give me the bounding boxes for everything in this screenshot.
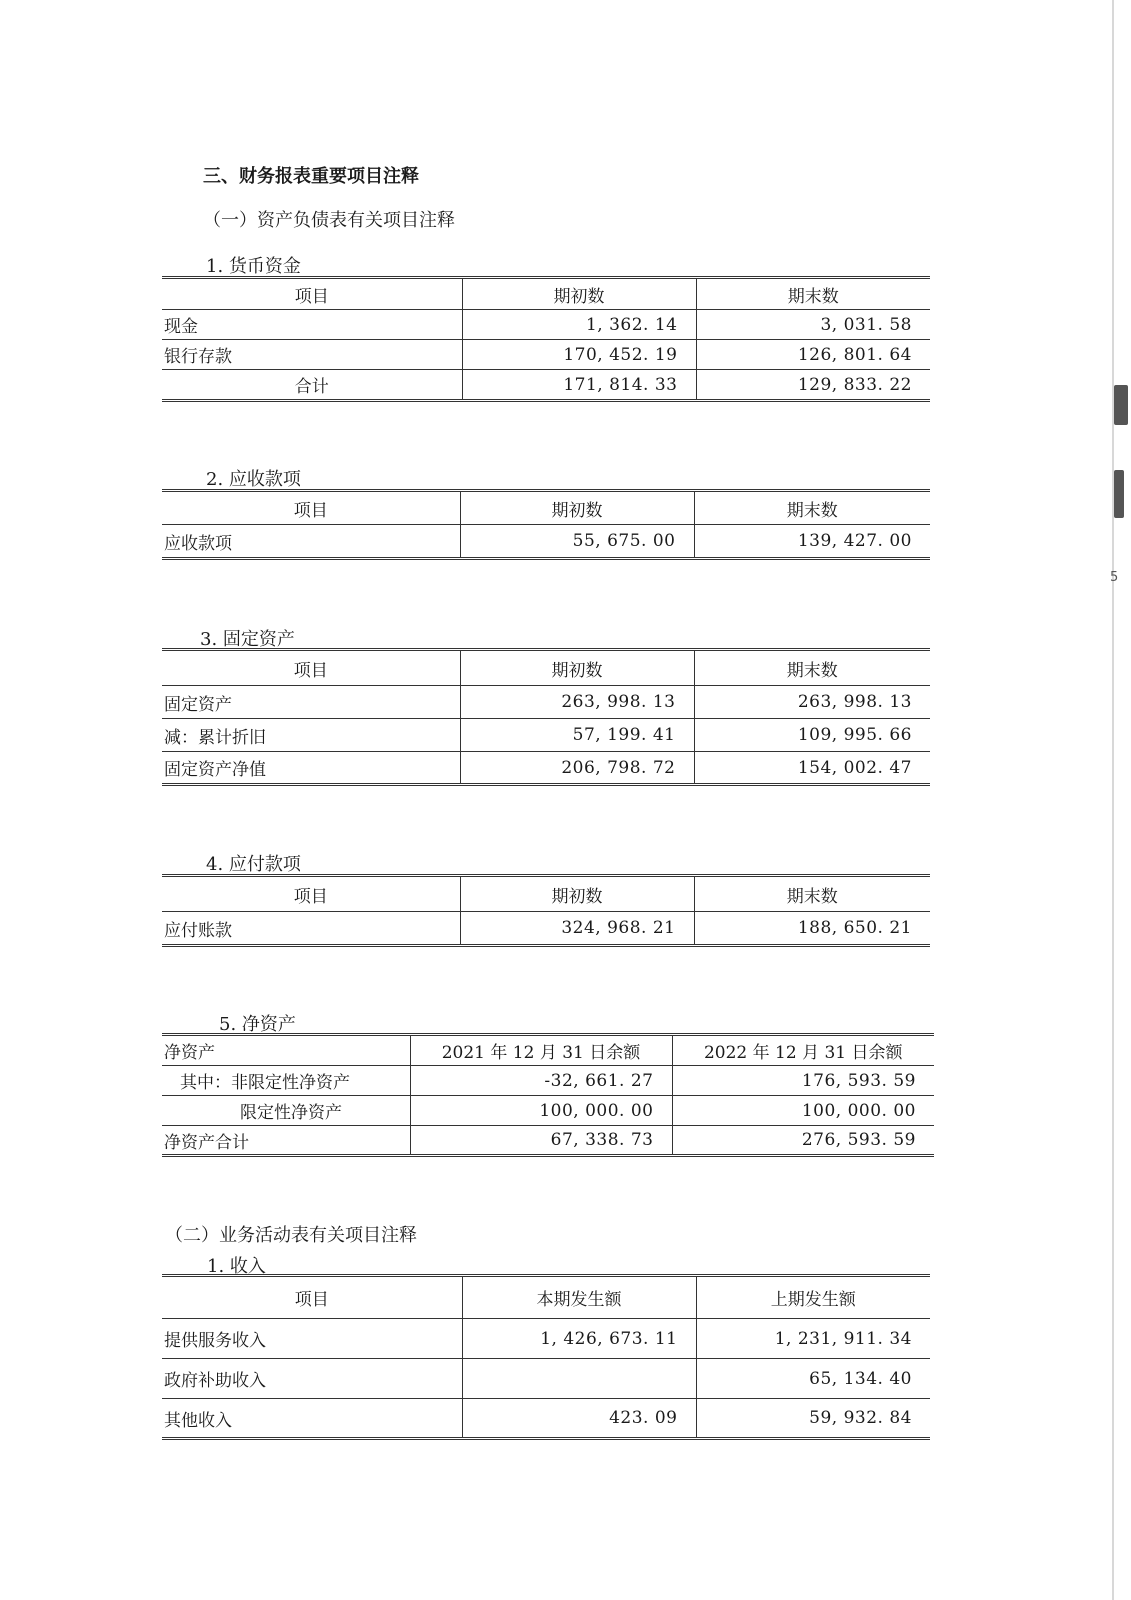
row-item: 限定性净资产 bbox=[162, 1096, 410, 1126]
table-title-cash: 1. 货币资金 bbox=[206, 256, 301, 277]
row-item: 净资产合计 bbox=[162, 1126, 410, 1156]
row-item: 其中：非限定性净资产 bbox=[162, 1066, 410, 1096]
row-end: 188, 650. 21 bbox=[694, 912, 930, 946]
row-begin: 263, 998. 13 bbox=[460, 686, 694, 719]
table-title-income: 1. 收入 bbox=[207, 1256, 266, 1277]
income-table bbox=[162, 1274, 930, 1440]
table-row bbox=[162, 686, 930, 719]
row-2022: 176, 593. 59 bbox=[672, 1066, 934, 1096]
row-2022: 100, 000. 00 bbox=[672, 1096, 934, 1126]
row-begin: 57, 199. 41 bbox=[460, 719, 694, 752]
fixed-assets-table bbox=[162, 648, 930, 786]
row-item: 其他收入 bbox=[162, 1399, 462, 1439]
row-begin: 1, 362. 14 bbox=[462, 310, 696, 340]
table-row bbox=[162, 912, 930, 946]
table-row bbox=[162, 1066, 934, 1096]
header-begin: 期初数 bbox=[460, 491, 694, 525]
scan-edge-mark bbox=[1114, 385, 1128, 425]
table-row bbox=[162, 1319, 930, 1359]
row-begin: 170, 452. 19 bbox=[462, 340, 696, 370]
scan-edge-mark bbox=[1114, 470, 1124, 518]
row-item: 政府补助收入 bbox=[162, 1359, 462, 1399]
row-end: 126, 801. 64 bbox=[696, 340, 930, 370]
table-title-net-assets: 5. 净资产 bbox=[219, 1014, 296, 1035]
row-item: 减：累计折旧 bbox=[162, 719, 460, 752]
payables-table bbox=[162, 874, 930, 947]
row-2021: 100, 000. 00 bbox=[410, 1096, 672, 1126]
row-current bbox=[462, 1359, 696, 1399]
header-begin: 期初数 bbox=[462, 278, 696, 310]
row-begin: 206, 798. 72 bbox=[460, 752, 694, 785]
header-begin: 期初数 bbox=[460, 650, 694, 686]
header-item: 净资产 bbox=[164, 1043, 215, 1063]
row-end: 154, 002. 47 bbox=[694, 752, 930, 785]
header-item: 项目 bbox=[294, 1290, 329, 1310]
header-item: 项目 bbox=[293, 660, 328, 681]
row-item: 现金 bbox=[162, 310, 462, 340]
table-row bbox=[162, 525, 930, 559]
section-title: 三、财务报表重要项目注释 bbox=[203, 166, 419, 187]
header-end: 期末数 bbox=[694, 876, 930, 912]
row-current: 1, 426, 673. 11 bbox=[462, 1319, 696, 1359]
table-row bbox=[162, 310, 930, 340]
receivables-table bbox=[162, 489, 930, 560]
header-current: 本期发生额 bbox=[462, 1276, 696, 1319]
row-item: 固定资产 bbox=[162, 686, 460, 719]
row-prior: 65, 134. 40 bbox=[696, 1359, 930, 1399]
table-row bbox=[162, 340, 930, 370]
table-row bbox=[162, 719, 930, 752]
net-assets-table bbox=[162, 1033, 934, 1157]
cash-table bbox=[162, 276, 930, 402]
header-item: 项目 bbox=[294, 286, 329, 307]
table-title-payables: 4. 应付款项 bbox=[206, 854, 301, 875]
row-begin: 55, 675. 00 bbox=[460, 525, 694, 559]
subsection-title-balance-sheet: （一）资产负债表有关项目注释 bbox=[203, 210, 455, 231]
header-2021: 2021 年 12 月 31 日余额 bbox=[410, 1035, 672, 1066]
row-end: 139, 427. 00 bbox=[694, 525, 930, 559]
table-row bbox=[162, 370, 930, 401]
table-title-receivables: 2. 应收款项 bbox=[206, 469, 301, 490]
header-prior: 上期发生额 bbox=[696, 1276, 930, 1319]
header-end: 期末数 bbox=[694, 650, 930, 686]
scan-edge-text: 5 bbox=[1110, 570, 1119, 585]
header-2022: 2022 年 12 月 31 日余额 bbox=[672, 1035, 934, 1066]
row-begin: 324, 968. 21 bbox=[460, 912, 694, 946]
row-current: 423. 09 bbox=[462, 1399, 696, 1439]
scan-edge-line bbox=[1112, 0, 1114, 1600]
row-item: 应收款项 bbox=[162, 525, 460, 559]
row-item: 提供服务收入 bbox=[162, 1319, 462, 1359]
row-prior: 1, 231, 911. 34 bbox=[696, 1319, 930, 1359]
table-row bbox=[162, 752, 930, 785]
table-row bbox=[162, 1126, 934, 1156]
row-end: 3, 031. 58 bbox=[696, 310, 930, 340]
row-item: 合计 bbox=[162, 370, 462, 401]
header-item: 项目 bbox=[293, 886, 328, 907]
row-2021: 67, 338. 73 bbox=[410, 1126, 672, 1156]
header-begin: 期初数 bbox=[460, 876, 694, 912]
subsection-title-activities: （二）业务活动表有关项目注释 bbox=[165, 1225, 417, 1246]
row-end: 109, 995. 66 bbox=[694, 719, 930, 752]
row-item: 应付账款 bbox=[162, 912, 460, 946]
row-item: 固定资产净值 bbox=[162, 752, 460, 785]
header-item: 项目 bbox=[293, 500, 328, 521]
row-begin: 171, 814. 33 bbox=[462, 370, 696, 401]
header-end: 期末数 bbox=[694, 491, 930, 525]
table-row bbox=[162, 1399, 930, 1439]
row-item: 银行存款 bbox=[162, 340, 462, 370]
header-end: 期末数 bbox=[696, 278, 930, 310]
row-end: 129, 833. 22 bbox=[696, 370, 930, 401]
row-2022: 276, 593. 59 bbox=[672, 1126, 934, 1156]
row-end: 263, 998. 13 bbox=[694, 686, 930, 719]
row-prior: 59, 932. 84 bbox=[696, 1399, 930, 1439]
table-row bbox=[162, 1359, 930, 1399]
table-row bbox=[162, 1096, 934, 1126]
row-2021: -32, 661. 27 bbox=[410, 1066, 672, 1096]
table-title-fixed-assets: 3. 固定资产 bbox=[200, 629, 295, 650]
